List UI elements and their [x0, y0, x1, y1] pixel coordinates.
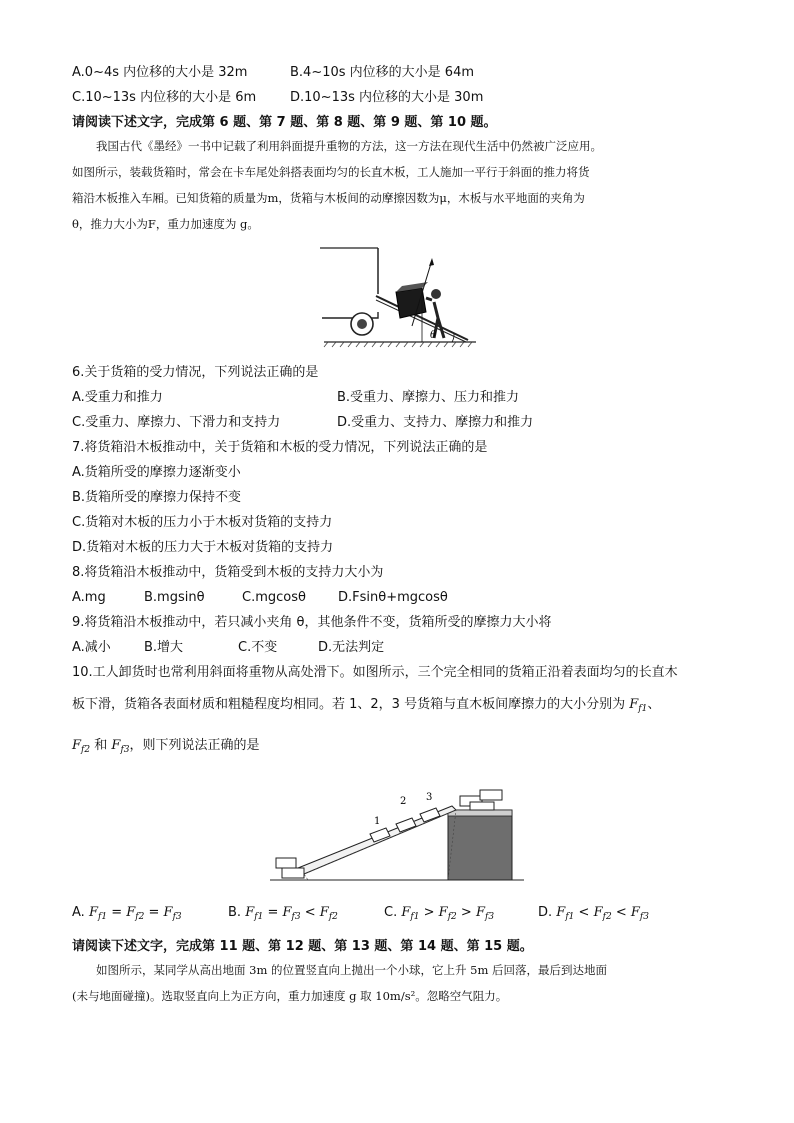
q10-stem-line1: 10.工人卸货时也常利用斜面将重物从高处滑下。如图所示，三个完全相同的货箱正沿着表面均匀的长直木	[72, 665, 678, 680]
truck-ramp-figure	[318, 246, 478, 352]
ff1-symbol: $F_{f1}$	[629, 697, 648, 714]
q6-stem: 6.关于货箱的受力情况，下列说法正确的是	[72, 365, 319, 380]
para1-line3: 箱沿木板推入车厢。已知货箱的质量为m，货箱与木板间的动摩擦因数为μ，木板与水平地面的夹角为	[72, 191, 585, 205]
q10-option-d: D. $F_{f1} < F_{f2} < F_{f3}$	[538, 905, 649, 922]
q9-option-c: C.不变	[238, 640, 278, 655]
q5-option-a: A.0~4s 内位移的大小是 32m	[72, 65, 248, 80]
para2-line2: (未与地面碰撞)。选取竖直向上为正方向，重力加速度 g 取 10m/s²。忽略空气阻力。	[72, 989, 508, 1003]
q7-option-a: A.货箱所受的摩擦力逐渐变小	[72, 465, 241, 480]
q9-option-b: B.增大	[144, 640, 184, 655]
para2-line1: 如图所示，某同学从高出地面 3m 的位置竖直向上抛出一个小球，它上升 5m 后回落，最后到达地面	[96, 963, 608, 977]
top-box-3	[470, 802, 494, 810]
cargo-box	[396, 288, 426, 318]
bottom-box-2	[282, 868, 304, 878]
q6-option-d: D.受重力、支持力、摩擦力和推力	[337, 415, 534, 430]
para1-line1: 我国古代《墨经》一书中记载了利用斜面提升重物的方法，这一方法在现代生活中仍然被广泛应用。	[96, 139, 602, 153]
q8-option-a: A.mg	[72, 590, 106, 605]
q5-option-c: C.10~13s 内位移的大小是 6m	[72, 90, 257, 105]
platform-block	[448, 810, 512, 880]
q6-option-c: C.受重力、摩擦力、下滑力和支持力	[72, 415, 281, 430]
worker-head	[431, 289, 441, 299]
q10-stem-line2: 板下滑，货箱各表面材质和粗糙程度均相同。若 1、2，3 号货箱与直木板间摩擦力的大小分别为 $F_{f1}$、	[72, 697, 661, 714]
box-label-3: 3	[426, 792, 433, 803]
q8-option-b: B.mgsinθ	[144, 590, 205, 605]
q10-option-a: A. $F_{f1} = F_{f2} = F_{f3}$	[72, 905, 182, 922]
q8-option-d: D.Fsinθ+mgcosθ	[338, 590, 448, 605]
section2-paragraph	[72, 957, 722, 1009]
q10-option-b: B. $F_{f1} = F_{f3} < F_{f2}$	[228, 905, 338, 922]
q7-option-d: D.货箱对木板的压力大于木板对货箱的支持力	[72, 540, 334, 555]
theta-label: θ	[430, 330, 437, 341]
q8-option-c: C.mgcosθ	[242, 590, 306, 605]
ff2-symbol: $F_{f2}$	[72, 738, 91, 755]
bottom-box-1	[276, 858, 296, 868]
box-label-1: 1	[374, 816, 381, 827]
q6-option-a: A.受重力和推力	[72, 390, 163, 405]
q7-stem: 7.将货箱沿木板推动中，关于货箱和木板的受力情况，下列说法正确的是	[72, 440, 488, 455]
q6-option-b: B.受重力、摩擦力、压力和推力	[337, 390, 520, 405]
top-box-2	[480, 790, 502, 800]
para1-line2: 如图所示，装载货箱时，常会在卡车尾处斜搭表面均匀的长直木板，工人施加一平行于斜面的推力将货	[72, 165, 590, 179]
truck-wheel-hub	[357, 319, 367, 329]
section1-instruction: 请阅读下述文字，完成第 6 题、第 7 题、第 8 题、第 9 题、第 10 题。	[72, 115, 497, 130]
box-label-2: 2	[400, 796, 407, 807]
sliding-box-3	[420, 808, 440, 822]
section2-instruction: 请阅读下述文字，完成第 11 题、第 12 题、第 13 题、第 14 题、第 15 题。	[72, 939, 533, 954]
q8-stem: 8.将货箱沿木板推动中，货箱受到木板的支持力大小为	[72, 565, 384, 580]
ff3-symbol: $F_{f3}$	[111, 738, 130, 755]
ground-hatching	[324, 342, 472, 347]
q10-stem-line3: $F_{f2}$ 和 $F_{f3}$，则下列说法正确的是	[72, 738, 260, 755]
q5-option-d: D.10~13s 内位移的大小是 30m	[290, 90, 484, 105]
q9-option-a: A.减小	[72, 640, 111, 655]
para1-line4: θ，推力大小为F，重力加速度为 g。	[72, 217, 259, 231]
sliding-box-2	[396, 818, 416, 832]
platform-top	[448, 810, 512, 816]
q7-option-c: C.货箱对木板的压力小于木板对货箱的支持力	[72, 515, 333, 530]
q9-option-d: D.无法判定	[318, 640, 385, 655]
normal-force-arrowhead	[429, 258, 434, 266]
sliding-box-1	[370, 828, 390, 842]
q7-option-b: B.货箱所受的摩擦力保持不变	[72, 490, 242, 505]
sliding-boxes-figure	[268, 776, 526, 886]
q5-option-b: B.4~10s 内位移的大小是 64m	[290, 65, 474, 80]
q10-option-c: C. $F_{f1} > F_{f2} > F_{f3}$	[384, 905, 495, 922]
section1-paragraph	[72, 133, 722, 237]
q9-stem: 9.将货箱沿木板推动中，若只减小夹角 θ，其他条件不变，货箱所受的摩擦力大小将	[72, 615, 552, 630]
